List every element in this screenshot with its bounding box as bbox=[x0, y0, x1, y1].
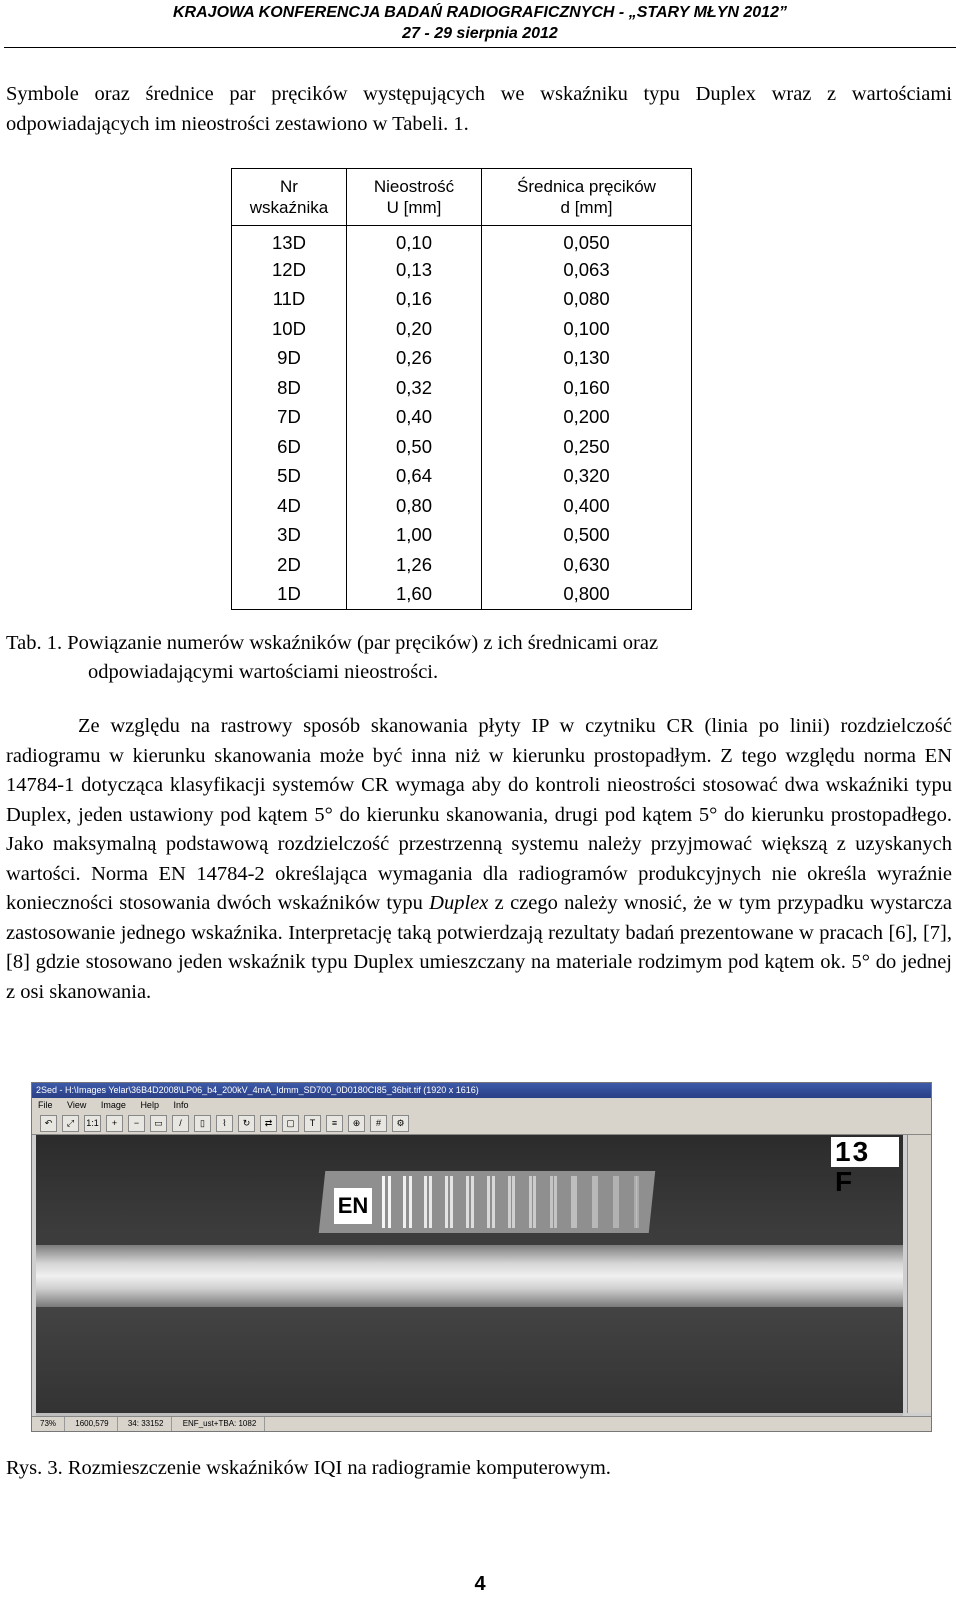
status-zoom: 73% bbox=[32, 1417, 65, 1431]
radiogram-screenshot bbox=[31, 1082, 932, 1432]
iqi-wire bbox=[429, 1176, 432, 1228]
cell-unsharpness: 0,13 bbox=[347, 255, 482, 285]
cell-diameter: 0,400 bbox=[482, 491, 692, 521]
cell-diameter: 0,630 bbox=[482, 550, 692, 580]
cell-unsharpness: 0,32 bbox=[347, 373, 482, 403]
cell-unsharpness: 1,26 bbox=[347, 550, 482, 580]
conference-title: KRAJOWA KONFERENCJA BADAŃ RADIOGRAFICZNYCH - „STARY MŁYN 2012” bbox=[173, 4, 787, 21]
cell-diameter: 0,100 bbox=[482, 314, 692, 344]
cell-number: 10D bbox=[232, 314, 347, 344]
table-row bbox=[232, 403, 692, 433]
body-paragraph: Ze względu na rastrowy sposób skanowania płyty IP w czytniku CR (linia po linii) rozdzielczość radiogramu w kierunku skanowania może być inna niż w kierunku prostopadłym. Z tego względu norma EN 14784-1 dotycząca klasyfikacji systemów CR wymaga aby do kontroli nieostrości stosować dwa wskaźniki typu Duplex, jeden ustawiony pod kątem 5° do kierunku skanowania, drugi pod kątem 5° do kierunku prostopadłego. Jako maksymalną podstawową rozdzielczość przestrzenną systemu należy przyjmować większą z uzyskanych wartości. Norma EN 14784-2 określająca wymagania dla radiogramów produkcyjnych nie określa wyraźnie konieczności stosowania dwóch wskaźników typu Duplex z czego należy wnosić, że w tym przypadku wystarcza zastosowanie jednego wskaźnika. Interpretację taką potwierdzają rezultaty badań prezentowane w pracach [6], [7], [8] gdzie stosowano jeden wskaźnik typu Duplex umieszczany na materiale rodzimym pod kątem ok. 5° do jednej z osi skanowania. bbox=[6, 715, 952, 1003]
intro-paragraph: Symbole oraz średnice par pręcików występujących we wskaźniku typu Duplex wraz z wartościami odpowiadających im nieostrości zestawiono w Tabeli. 1. bbox=[6, 83, 952, 135]
duplex-term: Duplex bbox=[429, 892, 489, 914]
cell-number: 1D bbox=[232, 580, 347, 610]
cell-number: 2D bbox=[232, 550, 347, 580]
iqi-table bbox=[231, 168, 692, 610]
status-info: ENF_ust+TBA: 1082 bbox=[175, 1417, 266, 1431]
cell-diameter: 0,500 bbox=[482, 521, 692, 551]
iqi-wire bbox=[512, 1176, 515, 1228]
undo-icon[interactable]: ↶ bbox=[40, 1115, 57, 1132]
cell-number: 12D bbox=[232, 255, 347, 285]
iqi-wire bbox=[595, 1176, 598, 1228]
select-icon[interactable]: ▢ bbox=[282, 1115, 299, 1132]
screenshot-toolbar bbox=[32, 1112, 931, 1135]
screenshot-menubar bbox=[32, 1098, 931, 1112]
table-body bbox=[232, 226, 692, 610]
table-header-row bbox=[232, 169, 692, 226]
iqi-wire bbox=[403, 1176, 406, 1228]
screenshot-statusbar bbox=[32, 1416, 931, 1431]
cell-number: 13D bbox=[232, 226, 347, 256]
iqi-wire bbox=[466, 1176, 469, 1228]
iqi-wire bbox=[492, 1176, 495, 1228]
cell-unsharpness: 0,80 bbox=[347, 491, 482, 521]
figure-caption: Rys. 3. Rozmieszczenie wskaźników IQI na radiogramie komputerowym. bbox=[6, 1457, 611, 1479]
iqi-wire bbox=[508, 1176, 511, 1228]
cell-diameter: 0,063 bbox=[482, 255, 692, 285]
cell-number: 11D bbox=[232, 285, 347, 315]
line-icon[interactable]: / bbox=[172, 1115, 189, 1132]
table-row bbox=[232, 314, 692, 344]
crop-icon[interactable]: ▭ bbox=[150, 1115, 167, 1132]
cell-number: 5D bbox=[232, 462, 347, 492]
page-number: 4 bbox=[474, 1573, 486, 1595]
table-row bbox=[232, 491, 692, 521]
zoom-fit-icon[interactable]: ⤢ bbox=[62, 1115, 79, 1132]
iqi-wire bbox=[409, 1176, 412, 1228]
iqi-wire bbox=[554, 1176, 557, 1228]
cell-diameter: 0,200 bbox=[482, 403, 692, 433]
cell-unsharpness: 1,60 bbox=[347, 580, 482, 610]
radiogram-image bbox=[36, 1135, 903, 1413]
cell-number: 4D bbox=[232, 491, 347, 521]
menu-view[interactable]: View bbox=[67, 1100, 87, 1110]
text-icon[interactable]: T bbox=[304, 1115, 321, 1132]
en-marker: EN bbox=[334, 1188, 372, 1224]
cell-unsharpness: 0,20 bbox=[347, 314, 482, 344]
iqi-wire bbox=[445, 1176, 448, 1228]
iqi-wire bbox=[388, 1176, 391, 1228]
iqi-wire bbox=[616, 1176, 619, 1228]
cell-diameter: 0,050 bbox=[482, 226, 692, 256]
header-divider bbox=[4, 47, 956, 48]
cell-unsharpness: 0,40 bbox=[347, 403, 482, 433]
iqi-wire bbox=[529, 1176, 532, 1228]
cell-unsharpness: 0,50 bbox=[347, 432, 482, 462]
zoom-1-1-icon[interactable]: 1:1 bbox=[84, 1115, 101, 1132]
rotate-icon[interactable]: ↻ bbox=[238, 1115, 255, 1132]
table-row bbox=[232, 462, 692, 492]
profile-icon[interactable]: ⌇ bbox=[216, 1115, 233, 1132]
cell-unsharpness: 0,16 bbox=[347, 285, 482, 315]
iqi-wire bbox=[471, 1176, 474, 1228]
settings-icon[interactable]: ⚙ bbox=[392, 1115, 409, 1132]
iqi-wire bbox=[636, 1176, 639, 1228]
cell-diameter: 0,320 bbox=[482, 462, 692, 492]
conference-header bbox=[0, 2, 960, 44]
flip-icon[interactable]: ⇄ bbox=[260, 1115, 277, 1132]
cell-unsharpness: 0,26 bbox=[347, 344, 482, 374]
col-header-unsharpness: Nieostrość U [mm] bbox=[347, 169, 482, 226]
table-row bbox=[232, 432, 692, 462]
cell-number: 7D bbox=[232, 403, 347, 433]
vertical-scrollbar[interactable] bbox=[907, 1135, 931, 1413]
cell-diameter: 0,250 bbox=[482, 432, 692, 462]
table-row bbox=[232, 550, 692, 580]
menu-info[interactable]: Info bbox=[173, 1100, 189, 1110]
menu-help[interactable]: Help bbox=[140, 1100, 159, 1110]
col-header-diameter: Średnica pręcików d [mm] bbox=[482, 169, 692, 226]
weld-seam bbox=[36, 1245, 903, 1307]
status-coords: 1600,579 bbox=[67, 1417, 117, 1431]
cell-unsharpness: 0,64 bbox=[347, 462, 482, 492]
cell-diameter: 0,130 bbox=[482, 344, 692, 374]
zoom-out-icon[interactable]: − bbox=[128, 1115, 145, 1132]
iqi-wire bbox=[382, 1176, 385, 1228]
cell-diameter: 0,080 bbox=[482, 285, 692, 315]
iqi-wire bbox=[574, 1176, 577, 1228]
table-row bbox=[232, 521, 692, 551]
cell-number: 8D bbox=[232, 373, 347, 403]
zoom-in-icon[interactable]: + bbox=[106, 1115, 123, 1132]
cell-unsharpness: 0,10 bbox=[347, 226, 482, 256]
plate-marker: 13 F bbox=[831, 1137, 899, 1167]
iqi-wire bbox=[533, 1176, 536, 1228]
table-caption: Tab. 1. Powiązanie numerów wskaźników (par pręcików) z ich średnicami oraz odpowiadającymi wartościami nieostrości. bbox=[6, 632, 659, 683]
cell-number: 9D bbox=[232, 344, 347, 374]
cell-unsharpness: 1,00 bbox=[347, 521, 482, 551]
table-row bbox=[232, 344, 692, 374]
iqi-wire bbox=[450, 1176, 453, 1228]
iqi-wire bbox=[424, 1176, 427, 1228]
cell-number: 6D bbox=[232, 432, 347, 462]
table-row bbox=[232, 226, 692, 256]
col-header-number: Nr wskaźnika bbox=[232, 169, 347, 226]
table-row bbox=[232, 255, 692, 285]
ruler-icon[interactable]: ≡ bbox=[326, 1115, 343, 1132]
status-value: 34: 33152 bbox=[120, 1417, 173, 1431]
magnify-icon[interactable]: ⊕ bbox=[348, 1115, 365, 1132]
iqi-wire bbox=[550, 1176, 553, 1228]
table-row bbox=[232, 373, 692, 403]
screenshot-titlebar: 2Sed - H:\Images Yelar\36B4D2008\LP06_b4_200kV_4mA_Idmm_SD700_0D0180CI85_36bit.tif (1920 x 1616) bbox=[32, 1083, 931, 1098]
table-row bbox=[232, 285, 692, 315]
cell-diameter: 0,160 bbox=[482, 373, 692, 403]
cell-number: 3D bbox=[232, 521, 347, 551]
cell-diameter: 0,800 bbox=[482, 580, 692, 610]
iqi-wire bbox=[487, 1176, 490, 1228]
conference-dates: 27 - 29 sierpnia 2012 bbox=[402, 25, 558, 42]
grid-icon[interactable]: # bbox=[370, 1115, 387, 1132]
menu-file[interactable]: File bbox=[38, 1100, 53, 1110]
histogram-icon[interactable]: ▯ bbox=[194, 1115, 211, 1132]
menu-image[interactable]: Image bbox=[100, 1100, 126, 1110]
table-row bbox=[232, 580, 692, 610]
